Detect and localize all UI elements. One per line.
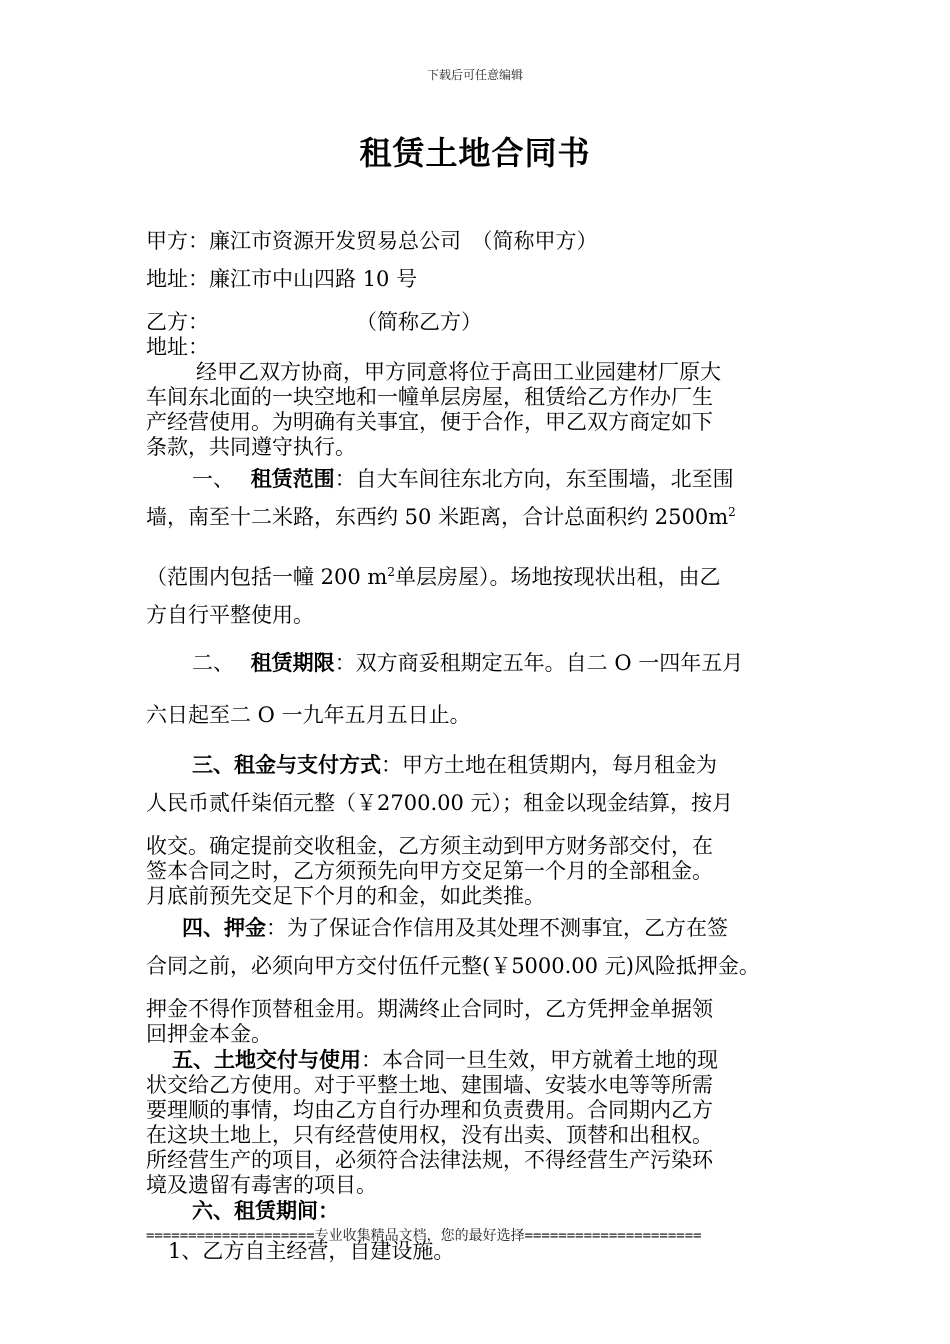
clause-1-text: ：自大车间往东北方向，东至围墙，北至围 [334,467,734,491]
clause-2-line [146,644,810,682]
intro-line: 产经营使用。为明确有关事宜，便于合作，甲乙双方商定如下 [146,410,713,434]
clause-3-line [146,746,810,784]
clause-5-line: 状交给乙方使用。对于平整土地、建围墙、安装水电等等所需 [146,1073,713,1097]
clause-6-heading: 六、租赁期间： [192,1198,339,1223]
superscript: 2 [387,565,395,579]
clause-2-heading: 租赁期限 [250,650,335,675]
clause-4-line: 合同之前，必须向甲方交付伍仟元整(￥5000.00 元)风险抵押金。 [146,954,760,978]
header-note: 下载后可任意编辑 [426,68,523,82]
clause-5-heading: 五、土地交付与使用 [172,1047,361,1072]
clause-4-line: 回押金本金。 [146,1022,272,1046]
clause-1-heading: 租赁范围 [250,466,335,491]
address-a-line: 地址：廉江市中山四路 10 号 [146,267,418,291]
clause-3-text: ：甲方土地在租赁期内，每月租金为 [381,753,717,777]
clause-4-heading: 四、押金 [182,915,266,940]
clause-5-line [146,1047,810,1073]
address-b-line: 地址： [146,335,209,359]
clause-1-text: 单层房屋）。场地按现状出租，由乙 [395,565,721,589]
clause-1-text: 墙，南至十二米路，东西约 50 米距离，合计总面积约 2500m [146,505,729,529]
clause-5-line: 要理顺的事情，均由乙方自行办理和负责费用。合同期内乙方 [146,1098,713,1122]
clause-1-line [146,498,810,536]
clause-2-number: 二、 [192,651,234,675]
superscript: 2 [728,505,736,519]
footer-banner: ====================专业收集精品文档，您的最好选择===================== [146,1228,702,1244]
clause-1-line [146,460,810,498]
clause-5-line: 境及遗留有毒害的项目。 [146,1173,377,1197]
contract-body [146,222,810,1270]
clause-3-line: 人民币贰仟柒佰元整（￥2700.00 元）；租金以现金结算，按月 [146,791,734,815]
clause-1-line: 方自行平整使用。 [146,603,314,627]
clause-3-heading: 三、租金与支付方式 [192,752,381,777]
party-b-line: 乙方： （简称乙方） [146,310,482,334]
intro-line: 经甲乙双方协商，甲方同意将位于高田工业园建材厂原大 [196,360,721,384]
document-title: 租赁土地合同书 [359,134,591,172]
clause-4-text: ：为了保证合作信用及其处理不测事宜，乙方在签 [266,916,728,940]
clause-3-line: 收交。确定提前交收租金，乙方须主动到甲方财务部交付，在 [146,834,713,858]
clause-3-line: 签本合同之时，乙方须预先向甲方交足第一个月的全部租金。 [146,859,713,883]
clause-5-text: ：本合同一旦生效，甲方就着土地的现 [361,1048,718,1072]
clause-1-line [146,558,810,596]
intro-line: 车间东北面的一块空地和一幢单层房屋，租赁给乙方作办厂生 [146,385,713,409]
clause-5-line: 所经营生产的项目，必须符合法律法规，不得经营生产污染环 [146,1148,713,1172]
clause-4-line: 押金不得作顶替租金用。期满终止合同时，乙方凭押金单据领 [146,997,713,1021]
clause-2-text: ：双方商妥租期定五年。自二 O 一四年五月 [334,651,744,675]
intro-line: 条款，共同遵守执行。 [146,435,356,459]
clause-1-text: （范围内包括一幢 200 m [146,565,388,589]
clause-5-line: 在这块土地上，只有经营使用权，没有出卖、顶替和出租权。 [146,1123,713,1147]
clause-4-line [146,909,810,947]
party-a-line: 甲方：廉江市资源开发贸易总公司 （简称甲方） [146,229,598,253]
clause-2-line: 六日起至二 O 一九年五月五日止。 [146,703,471,727]
clause-1-number: 一、 [192,467,234,491]
clause-6-item: 1、乙方自主经营，自建设施。 [168,1239,455,1263]
clause-3-line: 月底前预先交足下个月的和金，如此类推。 [146,884,545,908]
clause-6-heading-line [146,1198,810,1224]
